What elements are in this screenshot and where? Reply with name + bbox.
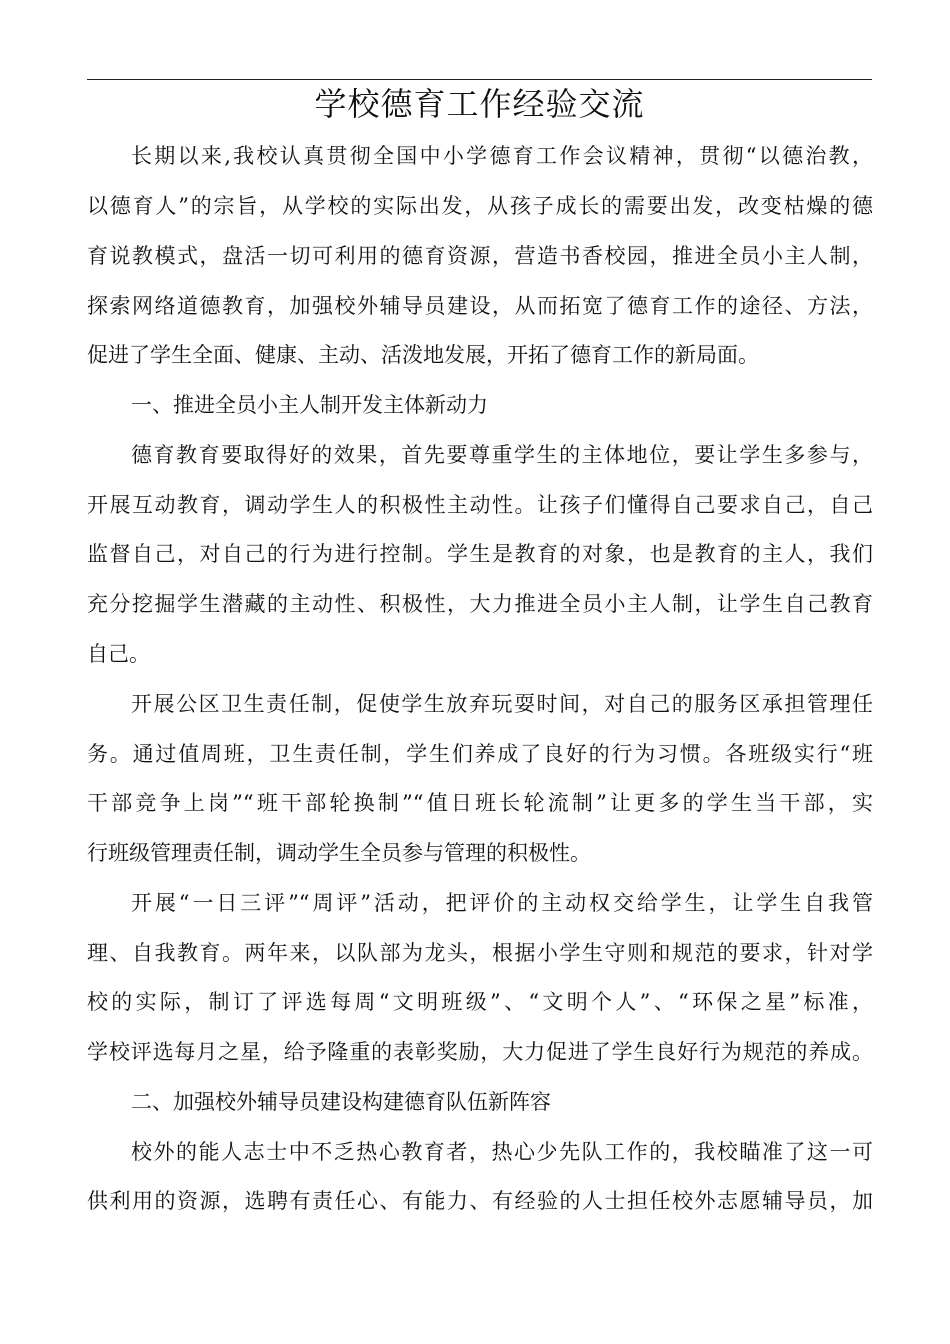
paragraph-line: 开展“一日三评”“周评”活动，把评价的主动权交给学生，让学生自我管	[131, 891, 873, 915]
paragraph-line: 自己。	[87, 642, 150, 666]
header-rule	[87, 79, 872, 80]
paragraph-line: 校的实际，制订了评选每周“文明班级”、“文明个人”、“环保之星”标准，	[87, 990, 873, 1014]
paragraph-line: 以德育人”的宗旨，从学校的实际出发，从孩子成长的需要出发，改变枯燥的德	[87, 194, 873, 218]
document-title: 学校德育工作经验交流	[314, 85, 645, 123]
paragraph-line: 开展互动教育，调动学生人的积极性主动性。让孩子们懂得自己要求自己，自己	[87, 493, 873, 517]
paragraph-line: 行班级管理责任制，调动学生全员参与管理的积极性。	[87, 841, 591, 865]
paragraph-line: 务。通过值周班，卫生责任制，学生们养成了良好的行为习惯。各班级实行“班	[87, 742, 873, 766]
paragraph-line: 供利用的资源，选聘有责任心、有能力、有经验的人士担任校外志愿辅导员，加	[87, 1189, 873, 1213]
paragraph-line: 德育教育要取得好的效果，首先要尊重学生的主体地位，要让学生多参与，	[131, 443, 873, 467]
paragraph-line: 监督自己，对自己的行为进行控制。学生是教育的对象，也是教育的主人，我们	[87, 542, 873, 566]
paragraph-line: 促进了学生全面、健康、主动、活泼地发展，开拓了德育工作的新局面。	[87, 343, 759, 367]
paragraph-line: 开展公区卫生责任制，促使学生放弃玩耍时间，对自己的服务区承担管理任	[131, 692, 873, 716]
paragraph-line: 充分挖掘学生潜藏的主动性、积极性，大力推进全员小主人制，让学生自己教育	[87, 592, 873, 616]
paragraph-line: 校外的能人志士中不乏热心教育者，热心少先队工作的，我校瞄准了这一可	[131, 1140, 873, 1164]
paragraph-line: 学校评选每月之星，给予隆重的表彰奖励，大力促进了学生良好行为规范的养成。	[87, 1040, 873, 1064]
paragraph-line: 干部竞争上岗”“班干部轮换制”“值日班长轮流制”让更多的学生当干部，实	[87, 791, 873, 815]
paragraph-line: 育说教模式，盘活一切可利用的德育资源，营造书香校园，推进全员小主人制，	[87, 244, 873, 268]
paragraph-line: 理、自我教育。两年来，以队部为龙头，根据小学生守则和规范的要求，针对学	[87, 941, 873, 965]
paragraph-line: 长期以来,我校认真贯彻全国中小学德育工作会议精神，贯彻“以德治教，	[131, 144, 873, 168]
section-heading: 一、推进全员小主人制开发主体新动力	[131, 393, 488, 417]
section-heading: 二、加强校外辅导员建设构建德育队伍新阵容	[131, 1090, 551, 1114]
paragraph-line: 探索网络道德教育，加强校外辅导员建设，从而拓宽了德育工作的途径、方法，	[87, 294, 873, 318]
